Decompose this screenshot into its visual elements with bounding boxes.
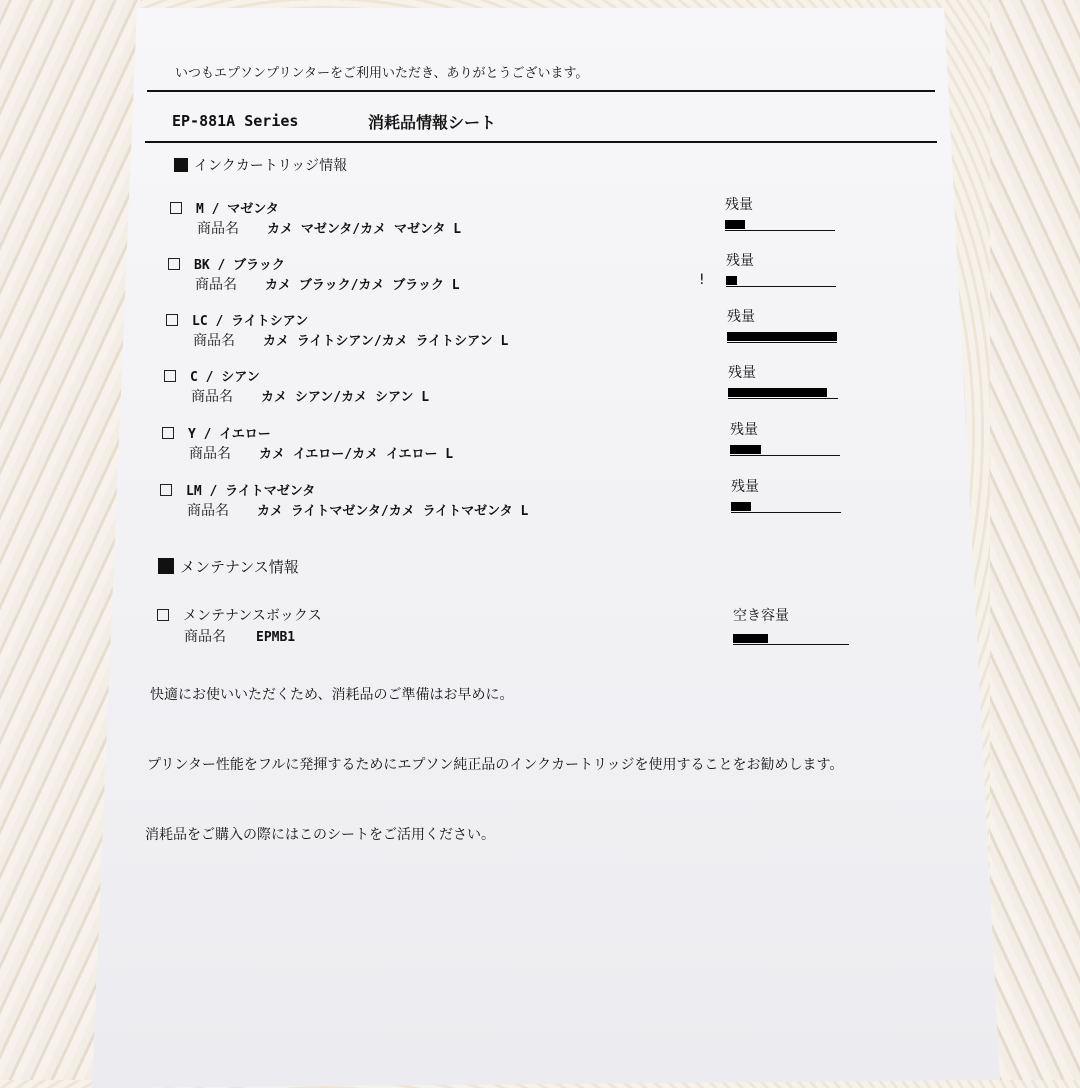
maintenance-product-row: [184, 626, 295, 646]
fur-background-right: [990, 0, 1080, 1080]
maintenance-section-heading: [158, 556, 299, 577]
ink-level-meter: [727, 330, 837, 343]
ink-level-meter: [725, 218, 835, 231]
product-label: 商品名: [191, 389, 233, 405]
warning-mark: !: [699, 272, 705, 288]
ink-product-name: カメ ブラック/カメ ブラック L: [265, 278, 460, 293]
product-label: 商品名: [195, 277, 237, 293]
ink-color-code: M / マゼンタ: [196, 202, 279, 217]
ink-product-name: カメ シアン/カメ シアン L: [261, 390, 430, 405]
ink-row-5: [160, 480, 315, 499]
remaining-label: 残量: [726, 253, 754, 269]
product-label: 商品名: [197, 221, 239, 237]
section-marker-icon: [174, 158, 188, 172]
remaining-label: 残量: [725, 197, 753, 213]
ink-row-3: [164, 366, 260, 385]
remaining-label: 残量: [730, 422, 758, 438]
ink-product-row: [191, 386, 429, 406]
checkbox[interactable]: [166, 314, 178, 326]
ink-product-row: [187, 500, 528, 520]
ink-row-0: [170, 198, 279, 217]
product-label: 商品名: [187, 503, 229, 519]
maintenance-box-label: メンテナンスボックス: [183, 608, 322, 624]
ink-product-row: [195, 274, 460, 294]
ink-color-code: LC / ライトシアン: [192, 314, 309, 329]
greeting-text: いつもエプソンプリンターをご利用いただき、ありがとうございます。: [175, 66, 589, 81]
note-genuine-ink: プリンター性能をフルに発揮するためにエプソン純正品のインクカートリッジを使用することをお勧めします。: [147, 757, 844, 773]
checkbox[interactable]: [168, 258, 180, 270]
ink-level-meter: [726, 274, 836, 287]
ink-color-code: Y / イエロー: [188, 427, 271, 442]
remaining-label: 残量: [727, 309, 755, 325]
ink-color-code: C / シアン: [190, 370, 260, 385]
capacity-label: 空き容量: [733, 608, 789, 624]
ink-color-code: LM / ライトマゼンタ: [186, 484, 316, 499]
ink-level-meter: [731, 500, 841, 513]
ink-row-1: [168, 254, 285, 273]
ink-row-4: [162, 423, 271, 442]
ink-product-name: カメ イエロー/カメ イエロー L: [259, 447, 454, 462]
note-prepare: 快適にお使いいただくため、消耗品のご準備はお早めに。: [150, 687, 514, 703]
ink-section-title: インクカートリッジ情報: [194, 158, 348, 174]
ink-row-2: [166, 310, 308, 329]
ink-level-fill: [731, 502, 751, 511]
product-label: 商品名: [189, 446, 231, 462]
top-rule: [147, 90, 935, 92]
ink-product-row: [193, 330, 508, 350]
checkbox[interactable]: [157, 609, 169, 621]
checkbox[interactable]: [164, 370, 176, 382]
maintenance-product-code: EPMB1: [256, 630, 296, 645]
note-use-sheet: 消耗品をご購入の際にはこのシートをご活用ください。: [145, 827, 495, 843]
checkbox[interactable]: [170, 202, 182, 214]
maintenance-section-title: メンテナンス情報: [180, 558, 299, 576]
title-rule: [145, 141, 937, 143]
ink-product-name: カメ ライトシアン/カメ ライトシアン L: [263, 334, 509, 349]
product-label: 商品名: [193, 333, 235, 349]
ink-section-heading: [174, 155, 347, 175]
maintenance-box-name: [157, 605, 322, 625]
sheet-title: 消耗品情報シート: [368, 113, 497, 132]
model-name: EP-881A Series: [172, 112, 299, 130]
ink-product-row: [189, 443, 453, 463]
ink-product-name: カメ マゼンタ/カメ マゼンタ L: [267, 222, 462, 237]
ink-product-name: カメ ライトマゼンタ/カメ ライトマゼンタ L: [257, 504, 529, 519]
ink-level-fill: [727, 332, 837, 341]
product-label: 商品名: [184, 629, 226, 645]
ink-level-fill: [726, 276, 737, 285]
ink-level-fill: [728, 388, 827, 397]
ink-level-meter: [728, 386, 838, 399]
remaining-label: 残量: [731, 479, 759, 495]
section-marker-icon: [158, 558, 174, 574]
checkbox[interactable]: [160, 484, 172, 496]
ink-level-fill: [730, 445, 761, 454]
ink-level-fill: [725, 220, 745, 229]
ink-color-code: BK / ブラック: [194, 258, 285, 273]
ink-level-meter: [730, 443, 840, 456]
ink-product-row: [197, 218, 461, 238]
remaining-label: 残量: [728, 365, 756, 381]
checkbox[interactable]: [162, 427, 174, 439]
maintenance-capacity-meter: [733, 632, 849, 645]
capacity-fill: [733, 634, 768, 643]
